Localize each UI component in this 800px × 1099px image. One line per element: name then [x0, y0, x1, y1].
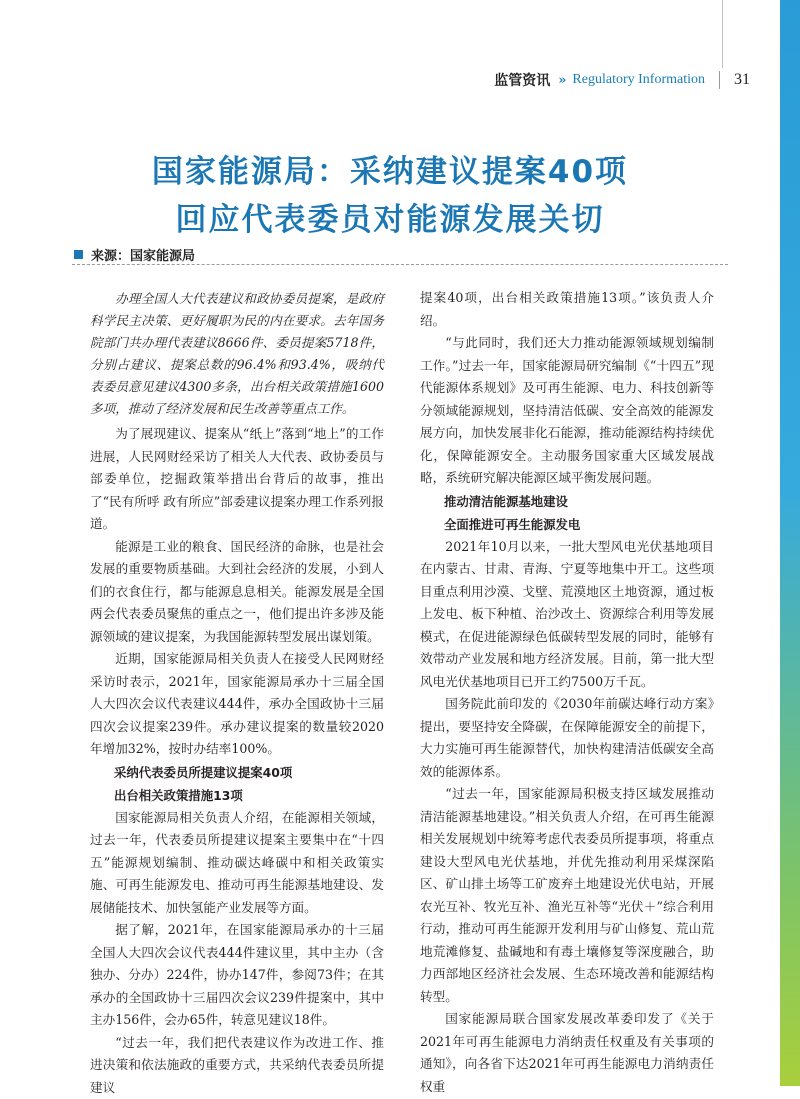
section-title-en: Regulatory Information — [572, 72, 705, 88]
article-title-line-1: 国家能源局：采纳建议提案40项 — [0, 146, 780, 191]
paragraph: 据了解，2021年，在国家能源局承办的十三届全国人大四次会议代表444件建议里，其中主办（含独办、分办）224件，协办147件，参阅73件；在其承办的全国政协十三届四次会议239件提案中，其中主办156件，会办65件，转意见建议18件。 — [90, 919, 384, 1032]
paragraph: “与此同时，我们还大力推动能源领域规划编制工作。”过去一年，国家能源局研究编制《“十四五”现代能源体系规划》及可再生能源、电力、科技创新等分领域能源规划，坚持清洁低碳、安全高效的能源发展方向，加快发展非化石能源，推动能源结构持续优化，保障能源安全。主动服务国家重大区域发展战略，系统研究解决能源区域平衡发展问题。 — [420, 332, 714, 490]
decorative-gradient-bar — [780, 0, 800, 1086]
header-divider — [719, 71, 720, 89]
paragraph: 近期，国家能源局相关负责人在接受人民网财经采访时表示，2021年，国家能源局承办十三届全国人大四次会议代表建议444件，承办全国政协十三届四次会议提案239件。承办建议提案的数量较2020年增加32%，按时办结率100%。 — [90, 648, 384, 761]
article-title-line-2: 回应代表委员对能源发展关切 — [0, 194, 780, 239]
paragraph-continued: 提案40项，出台相关政策措施13项。”该负责人介绍。 — [420, 287, 714, 332]
left-column — [90, 288, 384, 1099]
lead-paragraph: 办理全国人大代表建议和政协委员提案，是政府科学民主决策、更好履职为民的内在要求。去年国务院部门共办理代表建议8666件、委员提案5718件，分别占建议、提案总数的96.4%和93.4%，吸纳代表委员意见建议4300多条，出台相关政策措施1600多项，推动了经济发展和民生改善等重点工作。 — [90, 288, 384, 420]
paragraph: 为了展现建议、提案从“纸上”落到“地上”的工作进展，人民网财经采访了相关人大代表、政协委员与部委单位，挖掘政策举措出台背后的故事，推出了“民有所呼 政有所应”部委建议提案办理工作系列报道。 — [90, 423, 384, 536]
source-divider — [72, 264, 728, 265]
right-column — [420, 287, 714, 1098]
subheading: 出台相关政策措施13项 — [90, 784, 384, 807]
subheading: 全面推进可再生能源发电 — [420, 513, 714, 536]
subheading: 推动清洁能源基地建设 — [420, 490, 714, 513]
section-title-cn: 监管资讯 — [494, 70, 550, 90]
paragraph: 2021年10月以来，一批大型风电光伏基地项目在内蒙古、甘肃、青海、宁夏等地集中开工。这些项目重点利用沙漠、戈壁、荒漠地区土地资源，通过板上发电、板下种植、治沙改土、资源综合利用等发展模式，在促进能源绿色低碳转型发展的同时，能够有效带动产业发展和地方经济发展。目前，第一批大型风电光伏基地项目已开工约7500万千瓦。 — [420, 536, 714, 694]
paragraph: 国务院此前印发的《2030年前碳达峰行动方案》提出，要坚持安全降碳，在保障能源安全的前提下，大力实施可再生能源替代，加快构建清洁低碳安全高效的能源体系。 — [420, 693, 714, 783]
page-number: 31 — [734, 71, 750, 89]
paragraph: 国家能源局联合国家发展改革委印发了《关于2021年可再生能源电力消纳责任权重及有关事项的通知》，向各省下达2021年可再生能源电力消纳责任权重 — [420, 1008, 714, 1098]
square-bullet-icon — [74, 250, 83, 259]
paragraph: 国家能源局相关负责人介绍，在能源相关领域，过去一年，代表委员所提建议提案主要集中在“十四五”能源规划编制、推动碳达峰碳中和相关政策实施、可再生能源发电、推动可再生能源基地建设、发展储能技术、加快氢能产业发展等方面。 — [90, 807, 384, 920]
double-chevron-icon: » — [558, 73, 564, 88]
subheading: 采纳代表委员所提建议提案40项 — [90, 761, 384, 784]
source-label: 来源：国家能源局 — [91, 245, 195, 264]
paragraph: 能源是工业的粮食、国民经济的命脉，也是社会发展的重要物质基础。大到社会经济的发展，小到人们的衣食住行，都与能源息息相关。能源发展是全国两会代表委员聚焦的重点之一，他们提出许多涉及能源领域的建议提案，为我国能源转型发展出谋划策。 — [90, 536, 384, 649]
header-vertical-rule — [722, 0, 723, 68]
paragraph: “过去一年，国家能源局积极支持区域发展推动清洁能源基地建设。”相关负责人介绍，在可再生能源相关发展规划中统筹考虑代表委员所提事项，将重点建设大型风电光伏基地，并优先推动利用采煤深陷区、矿山排土场等工矿废弃土地建设光伏电站，开展农光互补、牧光互补、渔光互补等“光伏＋”综合利用行动，推动可再生能源开发利用与矿山修复、荒山荒地荒滩修复、盐碱地和有毒土壤修复等深度融合，助力西部地区经济社会发展、生态环境改善和能源结构转型。 — [420, 783, 714, 1008]
paragraph: “过去一年，我们把代表建议作为改进工作、推进决策和依法施政的重要方式，共采纳代表委员所提建议 — [90, 1032, 384, 1099]
running-header — [494, 70, 750, 90]
source-line — [74, 245, 195, 264]
